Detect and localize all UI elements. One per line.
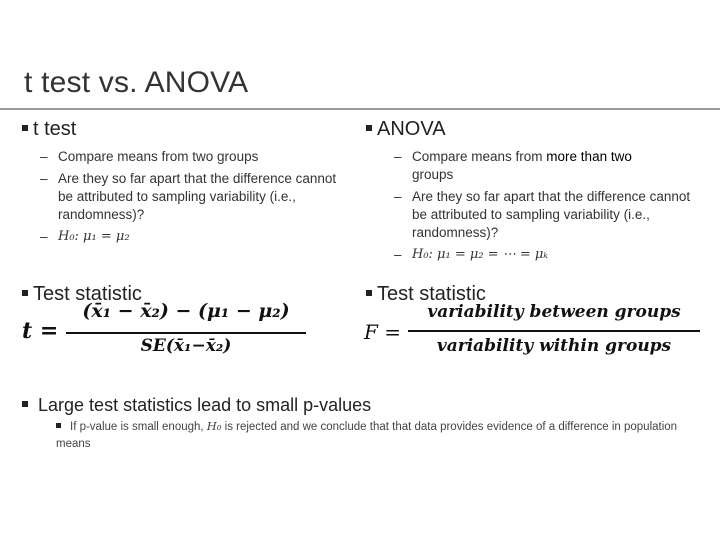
bottom-sub-math: H₀ <box>206 419 222 433</box>
anova-heading-text: ANOVA <box>377 118 446 140</box>
bottom-bullet-text: Large test statistics lead to small p-values <box>38 395 372 415</box>
t-formula-numerator: (x̄₁ − x̄₂) − (μ₁ − μ₂) <box>82 300 290 322</box>
anova-item-1-emphasis: more than two <box>546 149 632 164</box>
anova-statistic-heading-text: Test statistic <box>377 283 486 305</box>
title-divider <box>0 108 720 110</box>
t-test-item-1 <box>40 148 350 166</box>
anova-heading <box>366 118 446 141</box>
t-formula-lhs: t = <box>22 318 59 344</box>
square-bullet-icon <box>366 290 372 296</box>
f-formula-denominator: variability within groups <box>436 336 672 356</box>
t-test-item-1-text: Compare means from two groups <box>58 149 259 164</box>
f-formula-lhs: F = <box>364 320 401 344</box>
t-test-heading-text: t test <box>33 118 77 140</box>
dash-icon: – <box>40 171 48 186</box>
t-statistic-formula <box>22 300 322 370</box>
bottom-sub-bullet <box>56 418 696 453</box>
square-bullet-icon <box>366 125 372 131</box>
dash-icon: – <box>40 149 48 164</box>
f-formula-numerator: variability between groups <box>427 302 681 322</box>
t-formula-denominator: SE(x̄₁−x̄₂) <box>140 336 232 356</box>
anova-item-1 <box>394 148 694 184</box>
t-test-statistic-heading-text: Test statistic <box>33 283 142 305</box>
square-bullet-icon <box>22 290 28 296</box>
f-formula-fraction-bar <box>408 330 700 332</box>
t-test-item-2-text: Are they so far apart that the difference cannot be attributed to sampling variability (i.e., randomness)? <box>58 171 337 222</box>
anova-item-1-text <box>394 148 694 184</box>
t-test-heading <box>22 118 76 141</box>
slide-title: t test vs. ANOVA <box>24 66 249 99</box>
dash-icon: – <box>40 229 48 244</box>
t-test-hypothesis-text: H₀: μ₁ = μ₂ <box>58 229 130 244</box>
anova-item-1-prefix: Compare means from <box>412 149 547 164</box>
bottom-sub-text-1: If p-value is small enough, <box>70 421 207 433</box>
t-test-hypothesis <box>40 228 350 246</box>
bottom-bullet <box>22 395 371 416</box>
square-bullet-icon <box>56 423 61 428</box>
dash-icon: – <box>394 247 402 262</box>
dash-icon: – <box>394 189 402 204</box>
square-bullet-icon <box>22 401 28 407</box>
anova-item-1-suffix: groups <box>412 167 454 182</box>
anova-item-2-text: Are they so far apart that the difference cannot be attributed to sampling variability (i.e., randomness)? <box>412 189 691 240</box>
anova-hypothesis-text: H₀: μ₁ = μ₂ = ⋯ = μₖ <box>412 247 549 262</box>
anova-hypothesis <box>394 246 694 264</box>
t-test-item-2 <box>40 170 350 224</box>
dash-icon: – <box>394 149 402 164</box>
bottom-sub-text-2: is rejected and we conclude that that data provides evidence of a difference in population means <box>56 421 678 450</box>
f-statistic-formula <box>364 302 704 368</box>
square-bullet-icon <box>22 125 28 131</box>
t-formula-fraction-bar <box>66 332 306 334</box>
anova-item-2 <box>394 188 694 242</box>
